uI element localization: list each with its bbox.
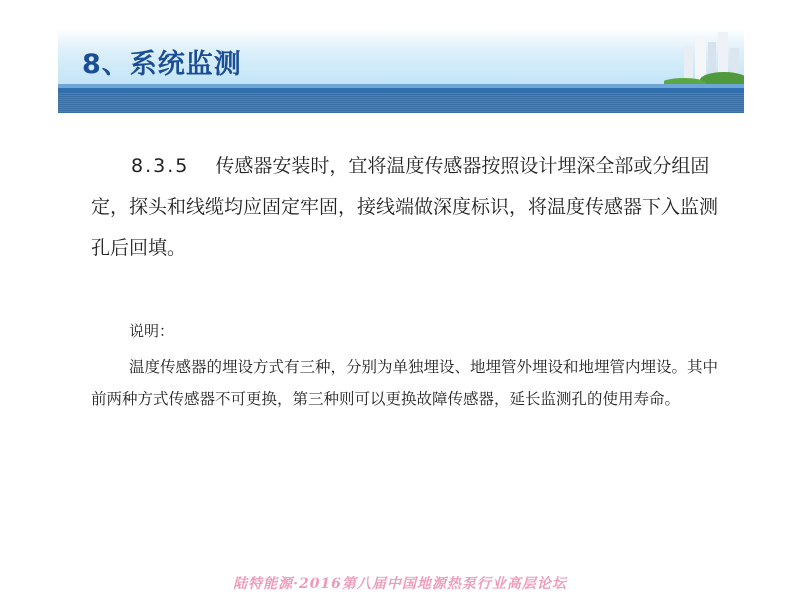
note-heading: 说明： xyxy=(129,322,175,340)
city-skyline-icon xyxy=(664,28,744,88)
note-text: 温度传感器的埋设方式有三种，分别为单独埋设、地埋管外埋设和地埋管内埋设。其中前两种方式传感器不可更换，第三种则可以更换故障传感器，延长监测孔的使用寿命。 xyxy=(91,358,719,408)
section-text: 传感器安装时，宜将温度传感器按照设计埋深全部或分组固定，探头和线缆均应固定牢固，接线端做深度标识，将温度传感器下入监测孔后回填。 xyxy=(91,155,719,259)
note-paragraph xyxy=(91,351,721,415)
footer-text: 陆特能源·2016第八届中国地源热泵行业高层论坛 xyxy=(233,576,567,592)
page-title: 8、系统监测 xyxy=(82,49,242,80)
banner-band xyxy=(58,93,744,113)
section-number: 8.3.5 xyxy=(131,155,190,177)
section-paragraph xyxy=(91,146,731,269)
header-banner xyxy=(58,28,744,88)
